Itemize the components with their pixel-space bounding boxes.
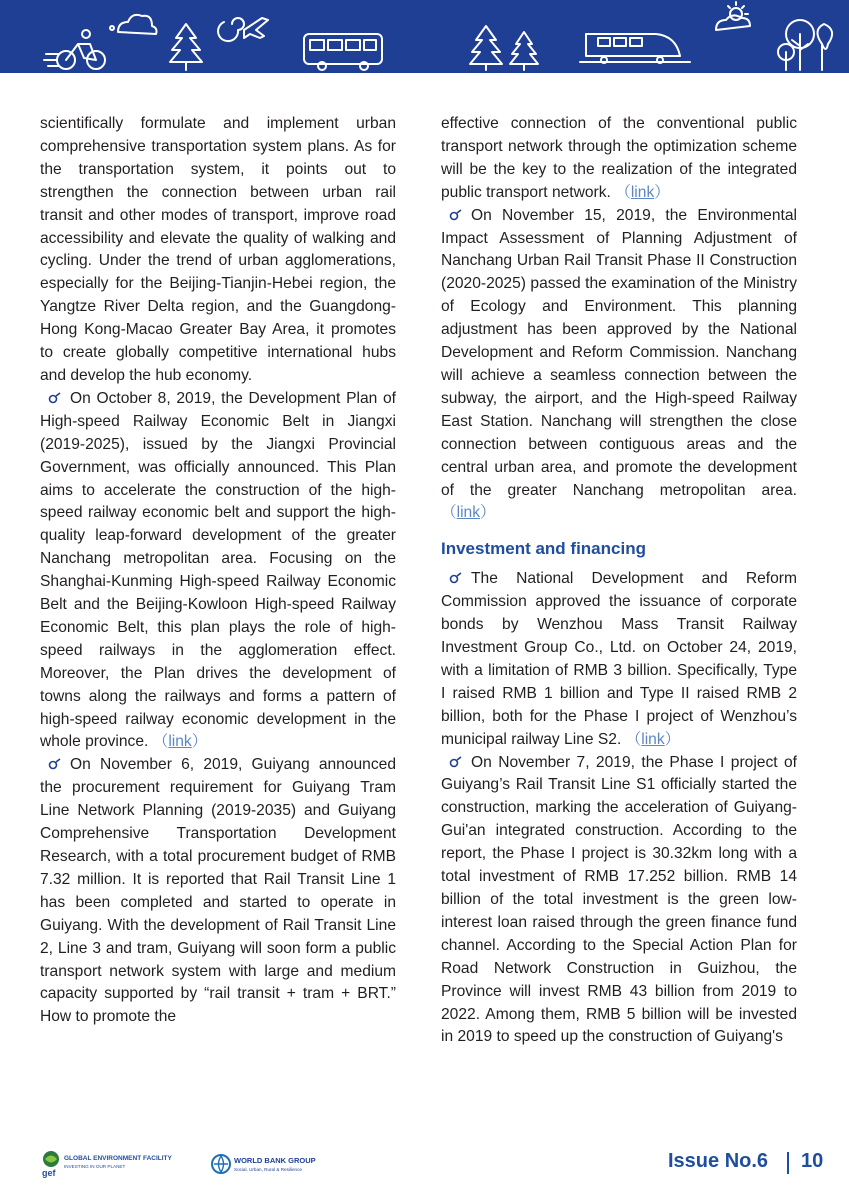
world-bank-logo — [210, 1153, 330, 1175]
tree-icon-2 — [470, 26, 538, 70]
tree-icon — [170, 24, 202, 70]
paragraph-urban-plans: scientifically formulate and implement urban comprehensive transportation system plans. As for the transportation system, it points out to strengthen the connection between urban rail transit and other modes of transport, improve road accessibility and elevate the quality of walking and cycling. Under the trend of urban agglomerations, especially for the Beijing-Tianjin-Hebei region, the Yangtze River Delta region, and the Guangdong-Hong Kong-Macao Greater Bay Area, it promotes to create globally competitive international hubs and develop the hub economy. — [40, 115, 396, 384]
paragraph-wenzhou-text: The National Development and Reform Commission approved the issuance of corporate bonds by Wenzhou Mass Transit Railway Investment Group Co., Ltd. on October 24, 2019, with a limitation of RMB 3 billion. Specifically, Type I raised RMB 1 billion and Type II raised RMB 2 billion, both for the Phase I project of Wenzhou’s municipal railway Line S2. — [441, 570, 797, 748]
source-link[interactable]: link — [641, 730, 665, 748]
source-link[interactable]: link — [168, 733, 192, 751]
issue-label: Issue No.6 — [668, 1150, 769, 1172]
sun-cloud-icon — [716, 2, 750, 30]
paragraph-nanchang-text: On November 15, 2019, the Environmental Impact Assessment of Planning Adjustment of Nanchang Urban Rail Transit Phase II Construction (2020-2025) passed the examination of the Ministry of Ecology and Environment. This planning adjustment has been approved by the National Development and Reform Commission. Nanchang will achieve a seamless connection between the subway, the airport, and the High-speed Railway East Station. Nanchang will strengthen the close connection between contiguous areas and the central urban area, and promote the development of the greater Nanchang metropolitan area. — [441, 206, 797, 499]
paragraph-nanchang-eia: On November 15, 2019, the Environmental Impact Assessment of Planning Adjustment of Nanchang Urban Rail Transit Phase II Construction (2020-2025) passed the examination of the Ministry of Ecology and Environment. This planning adjustment has been approved by the National Development and Reform Commission. Nanchang will achieve a seamless connection between the subway, the airport, and the High-speed Railway East Station. Nanchang will strengthen the close connection between contiguous areas and the central urban area, and promote the development of the greater Nanchang metropolitan area. （link） — [441, 206, 797, 522]
paragraph-jiangxi-plan: On October 8, 2019, the Development Plan of High-speed Railway Economic Belt in Jiangxi (2019-2025), issued by the Jiangxi Provincial Government, was officially announced. This Plan aims to accelerate the construction of the high-speed railway economic belt and support the high-quality leap-forward development of the greater Nanchang metropolitan area. Focusing on the Shanghai-Kunming High-speed Railway Economic Belt and the Beijing-Kowloon High-speed Railway Economic Belt, this plan plays the role of high-speed railways in the agglomeration effect. Moreover, the Plan drives the development of towns along the railways and forms a pattern of high-speed railway economic development in the whole province. （link） — [40, 389, 396, 751]
paragraph-guiyang-text: On November 6, 2019, Guiyang announced the procurement requirement for Guiyang Tram Line Network Planning (2019-2035) and Guiyang Comprehensive Transportation Development Research, with a total procurement budget of RMB 7.32 million. It is reported that Rail Transit Line 1 has been completed and started to operate in Guiyang. With the development of Rail Transit Line 2, Line 3 and tram, Guiyang will soon form a public transport network system with large and medium capacity supported by “rail transit + tram + BRT.” How to promote the — [40, 756, 396, 1026]
header-icons — [0, 0, 849, 73]
paragraph-guiyang-s1-text: On November 7, 2019, the Phase I project of Guiyang’s Rail Transit Line S1 officially started the construction, marking the acceleration of Guiyang-Gui'an integrated construction. According to the report, the Phase I project is 30.32km long with a total investment of RMB 17.252 billion. RMB 14 billion of the total investment is the green low-interest loan raised through the green finance fund channel. According to the Special Action Plan for Road Network Construction in Guizhou, the Province will invest RMB 43 billion from 2019 to 2022. Among them, RMB 5 billion will be invested in 2019 to speed up the construction of Guiyang's — [441, 753, 797, 1046]
cloud-icon — [110, 15, 157, 34]
bullet-icon — [40, 754, 70, 777]
tree-icon-3 — [778, 20, 832, 70]
paragraph-wenzhou-bonds: The National Development and Reform Commission approved the issuance of corporate bonds by Wenzhou Mass Transit Railway Investment Group Co., Ltd. on October 24, 2019, with a limitation of RMB 3 billion. Specifically, Type I raised RMB 1 billion and Type II raised RMB 2 billion, both for the Phase I project of Wenzhou’s municipal railway Line S2. （link） — [441, 570, 797, 748]
bullet-icon — [441, 568, 471, 591]
svg-text:INVESTING IN OUR PLANET: INVESTING IN OUR PLANET — [64, 1164, 126, 1169]
svg-text:GLOBAL ENVIRONMENT FACILITY: GLOBAL ENVIRONMENT FACILITY — [64, 1155, 172, 1162]
header-banner — [0, 0, 849, 73]
bus-icon — [304, 34, 382, 70]
paragraph-guiyang-s1 — [441, 752, 797, 1050]
bullet-icon — [441, 752, 471, 775]
source-link[interactable]: link — [456, 504, 481, 522]
section-heading: Investment and financing — [441, 539, 646, 559]
left-column — [40, 113, 396, 1029]
train-icon — [580, 34, 690, 63]
bullet-icon — [441, 205, 471, 228]
paragraph-connection-text: effective connection of the conventional public transport network through the optimization scheme will be the key to the realization of the integrated public transport network. — [441, 115, 797, 201]
source-link[interactable]: link — [630, 183, 655, 201]
cyclist-icon — [44, 30, 105, 69]
paragraph-jiangxi-text: On October 8, 2019, the Development Plan of High-speed Railway Economic Belt in Jiangxi (2019-2025), issued by the Jiangxi Provincial Government, was officially announced. This Plan aims to accelerate the construction of the high-speed railway economic belt and support the high-quality leap-forward development of the greater Nanchang metropolitan area. Focusing on the Shanghai-Kunming High-speed Railway Economic Belt and the Beijing-Kowloon High-speed Railway Economic Belt, this plan plays the role of high-speed railways in the agglomeration effect. Moreover, the Plan drives the development of towns along the railways and forms a pattern of high-speed railway economic development in the whole province. — [40, 389, 396, 751]
svg-text:Social, Urban, Rural & Resilie: Social, Urban, Rural & Resilience — [234, 1167, 302, 1172]
paragraph-guiyang-procurement — [40, 754, 396, 1029]
airplane-icon — [218, 18, 268, 41]
page-number: 10 — [801, 1150, 824, 1172]
svg-text:WORLD BANK GROUP: WORLD BANK GROUP — [234, 1156, 316, 1165]
gef-logo — [40, 1148, 190, 1178]
bullet-icon — [40, 388, 70, 411]
svg-text:gef: gef — [42, 1168, 56, 1178]
footer-divider — [787, 1152, 789, 1174]
paragraph-connection: effective connection of the conventional public transport network through the optimization scheme will be the key to the realization of the integrated public transport network. （link） — [441, 115, 797, 201]
right-column — [441, 113, 797, 1049]
